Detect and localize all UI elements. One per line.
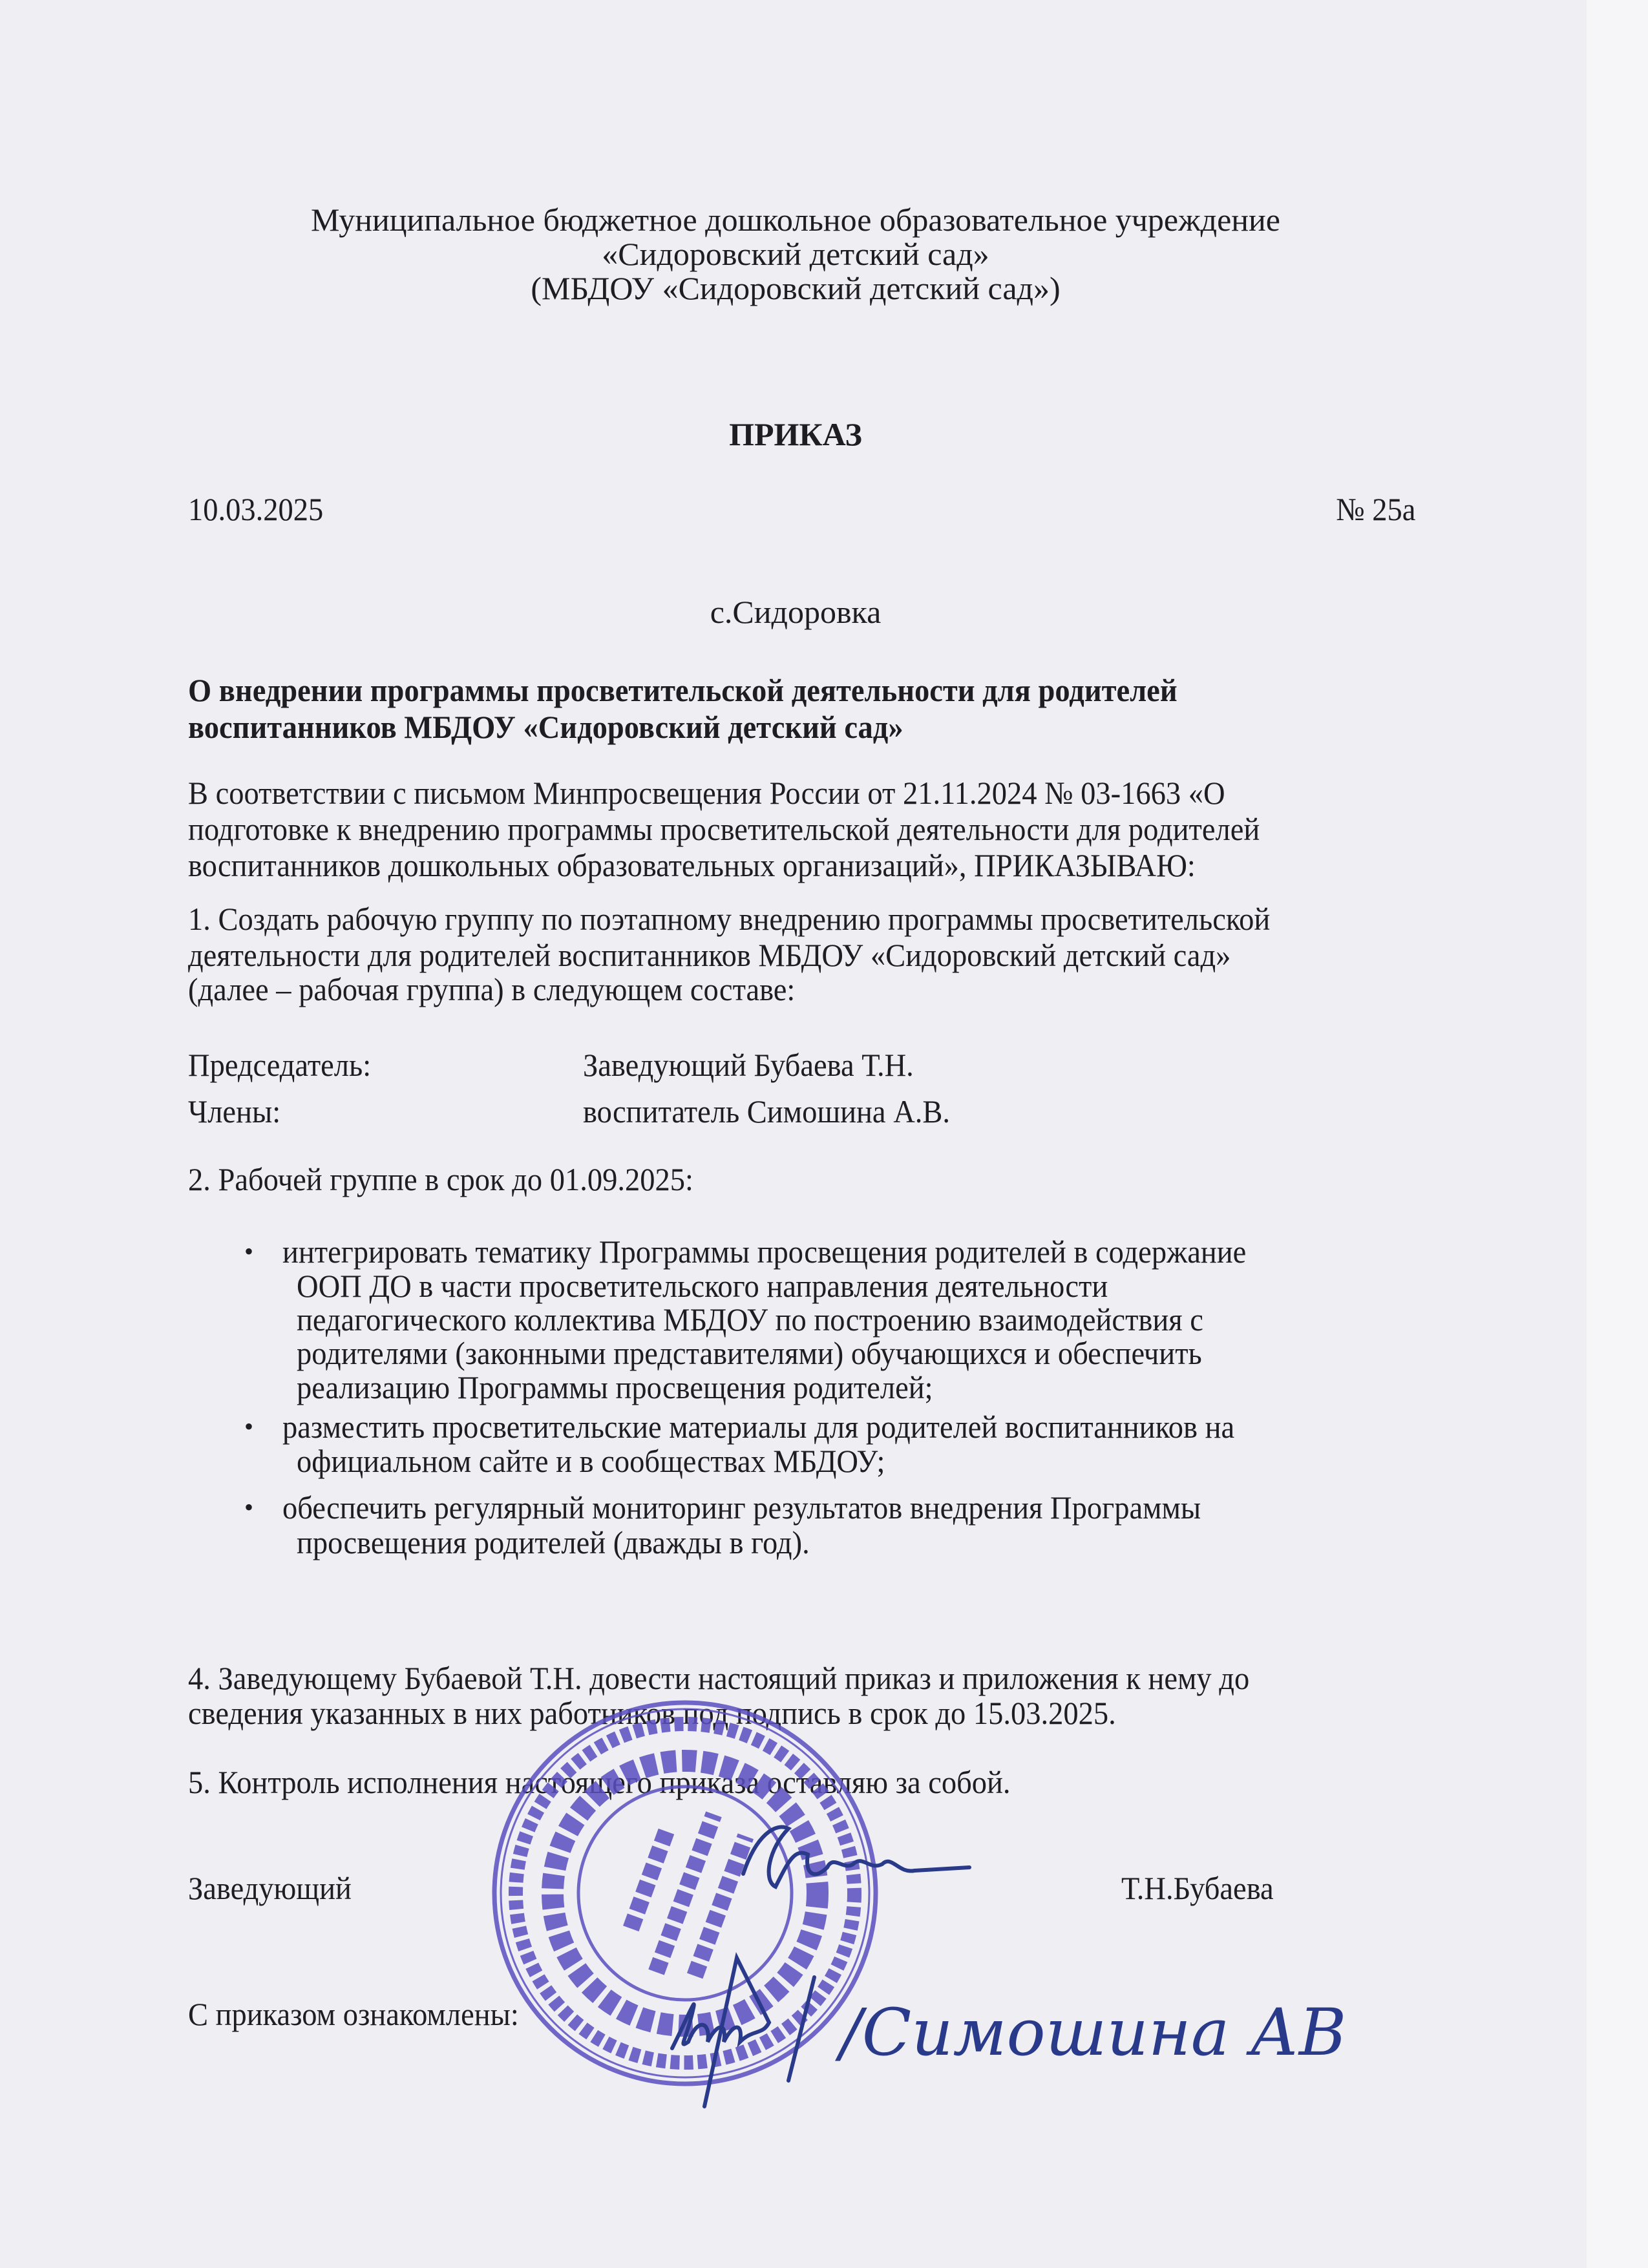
preamble: подготовке к внедрению программы просветительской деятельности для родителей [188, 811, 1260, 847]
group-person: Заведующий Бубаева Т.Н. [583, 1047, 914, 1083]
bullet-icon: • [244, 1493, 254, 1522]
org-line-3: (МБДОУ «Сидоровский детский сад») [531, 270, 1061, 306]
head-signature [730, 1809, 976, 1913]
ack-handwritten-text: /Симошина АВ [840, 1995, 1347, 2070]
bullet-text: обеспечить регулярный мониторинг результатов внедрения Программы [282, 1489, 1201, 1526]
preamble: воспитанников дошкольных образовательных организаций», ПРИКАЗЫВАЮ: [188, 847, 1196, 883]
signature-name: Т.Н.Бубаева [1121, 1870, 1274, 1906]
preamble: В соответствии с письмом Минпросвещения России от 21.11.2024 № 03-1663 «О [188, 775, 1225, 811]
bullet-text: ООП ДО в части просветительского направления деятельности [297, 1268, 1108, 1304]
scan-edge [1587, 0, 1648, 2268]
group-role: Члены: [188, 1093, 281, 1129]
item-2: 2. Рабочей группе в срок до 01.09.2025: [188, 1161, 693, 1197]
bullet-text: родителями (законными представителями) обучающихся и обеспечить [297, 1335, 1202, 1371]
bullet-icon: • [244, 1237, 254, 1266]
item-5: 5. Контроль исполнения настоящего приказа оставляю за собой. [188, 1764, 1011, 1800]
group-person: воспитатель Симошина А.В. [583, 1093, 951, 1129]
item-4: 4. Заведующему Бубаевой Т.Н. довести настоящий приказ и приложения к нему до [188, 1660, 1250, 1696]
doc-title: О внедрении программы просветительской деятельности для родителей [188, 672, 1178, 708]
item-4: сведения указанных в них работников под подпись в срок до 15.03.2025. [188, 1695, 1116, 1731]
signature-position: Заведующий [188, 1870, 352, 1906]
bullet-text: интегрировать тематику Программы просвещения родителей в содержание [282, 1234, 1247, 1270]
doc-title: воспитанников МБДОУ «Сидоровский детский сад» [188, 709, 903, 745]
bullet-text: разместить просветительские материалы для родителей воспитанников на [282, 1409, 1235, 1445]
item-1: деятельности для родителей воспитанников МБДОУ «Сидоровский детский сад» [188, 937, 1231, 973]
acknowledged-label: С приказом ознакомлены: [188, 1996, 519, 2032]
doc-date: 10.03.2025 [188, 491, 324, 527]
bullet-text: педагогического коллектива МБДОУ по построению взаимодействия с [297, 1301, 1203, 1338]
doc-number: № 25а [1335, 491, 1415, 527]
org-line-2: «Сидоровский детский сад» [602, 236, 989, 272]
bullet-text: просвещения родителей (дважды в год). [297, 1524, 810, 1560]
group-role: Председатель: [188, 1047, 372, 1083]
bullet-text: официальном сайте и в сообществах МБДОУ; [297, 1443, 885, 1479]
org-line-1: Муниципальное бюджетное дошкольное образовательное учреждение [311, 202, 1280, 238]
bullet-text: реализацию Программы просвещения родителей; [297, 1369, 933, 1405]
doc-type: ПРИКАЗ [729, 416, 862, 452]
item-1: 1. Создать рабочую группу по поэтапному внедрению программы просветительской [188, 901, 1271, 937]
item-1: (далее – рабочая группа) в следующем составе: [188, 971, 796, 1007]
ack-signature [601, 1951, 1377, 2119]
bullet-icon: • [244, 1412, 254, 1441]
place: с.Сидоровка [710, 594, 882, 630]
